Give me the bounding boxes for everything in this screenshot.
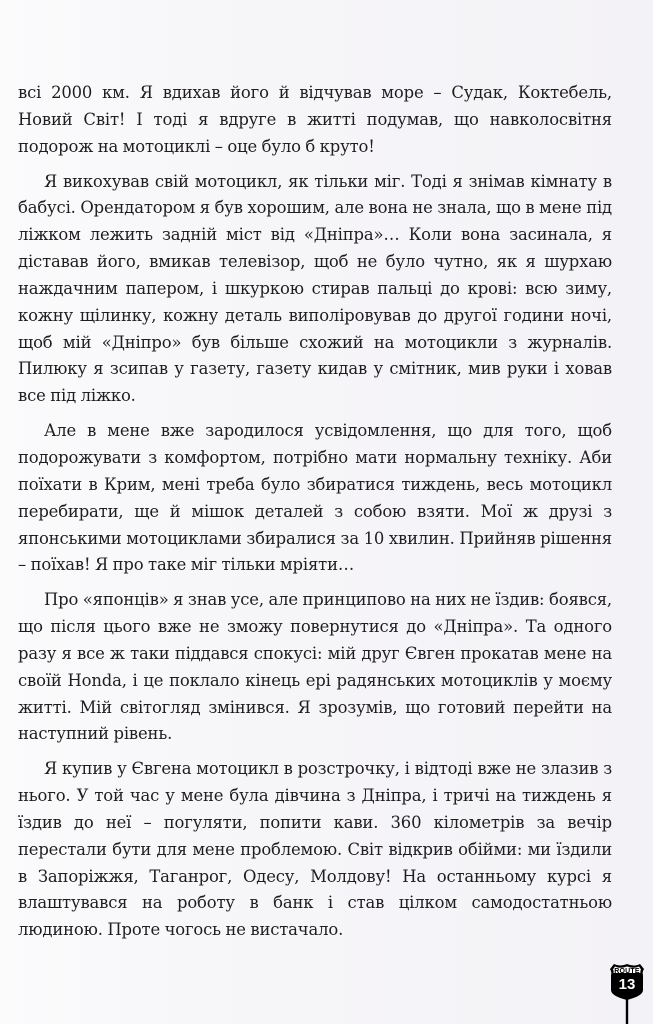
route-label: ROUTE <box>614 968 640 975</box>
paragraph-5: Я купив у Євгена мотоцикл в розстрочку, і відтоді вже не злазив з нього. У той час у мене була дівчина з Дніпра, і тричі на тиждень я їздив до неї – погуляти, попити кави. 360 кілометрів за вечір перестали бути для мене проблемою. Світ відкрив обійми: ми їздили в Запоріжжя, Таганрог, Одесу, Молдову! На останньому курсі я влаштувався на роботу в банк і став цілком самодостатньою людиною. Проте чогось не вистачало. <box>18 759 612 940</box>
page-number-badge <box>608 962 646 1024</box>
body-text <box>18 80 612 952</box>
paragraph-2: Я викохував свій мотоцикл, як тільки міг. Тоді я знімав кімнату в бабусі. Орендатором я був хорошим, але вона не знала, що в мене під ліжком лежить задній міст від «Дніпра»… Коли вона засинала, я діставав його, вмикав телевізор, щоб не було чутно, як я шурхаю наждачним папером, і шкуркою стирав пальці до крові: всю зиму, кожну щілинку, кожну деталь виполіровував до другої години ночі, щоб мій «Дніпро» був більше схожий на мотоцикли з журналів. Пилюку я зсипав у газету, газету кидав у смітник, мив руки і ховав все під ліжко. <box>18 171 612 406</box>
paragraph-3: Але в мене вже зародилося усвідомлення, що для того, щоб подорожувати з комфортом, потрібно мати нормальну техніку. Аби поїхати в Крим, мені треба було збиратися тиждень, весь мотоцикл перебирати, ще й мішок деталей з собою взяти. Мої ж друзі з японськими мотоциклами збиралися за 10 хвилин. Прийняв рішення – поїхав! Я про таке міг тільки мріяти… <box>18 421 612 575</box>
paragraph-4: Про «японців» я знав усе, але принципово на них не їздив: боявся, що після цього вже не зможу повернутися до «Дніпра». Та одного разу я все ж таки піддався спокусі: мій друг Євген прокатав мене на своїй Honda, і це поклало кінець ері радянських мотоциклів у моєму житті. Мій світогляд змінився. Я зрозумів, що готовий перейти на наступний рівень. <box>18 590 612 744</box>
page-number: 13 <box>618 976 636 993</box>
paragraph-1: всі 2000 км. Я вдихав його й відчував море – Судак, Коктебель, Новий Світ! І тоді я вдруге в житті подумав, що навколосвітня подорож на мотоциклі – оце було б круто! <box>18 83 612 156</box>
